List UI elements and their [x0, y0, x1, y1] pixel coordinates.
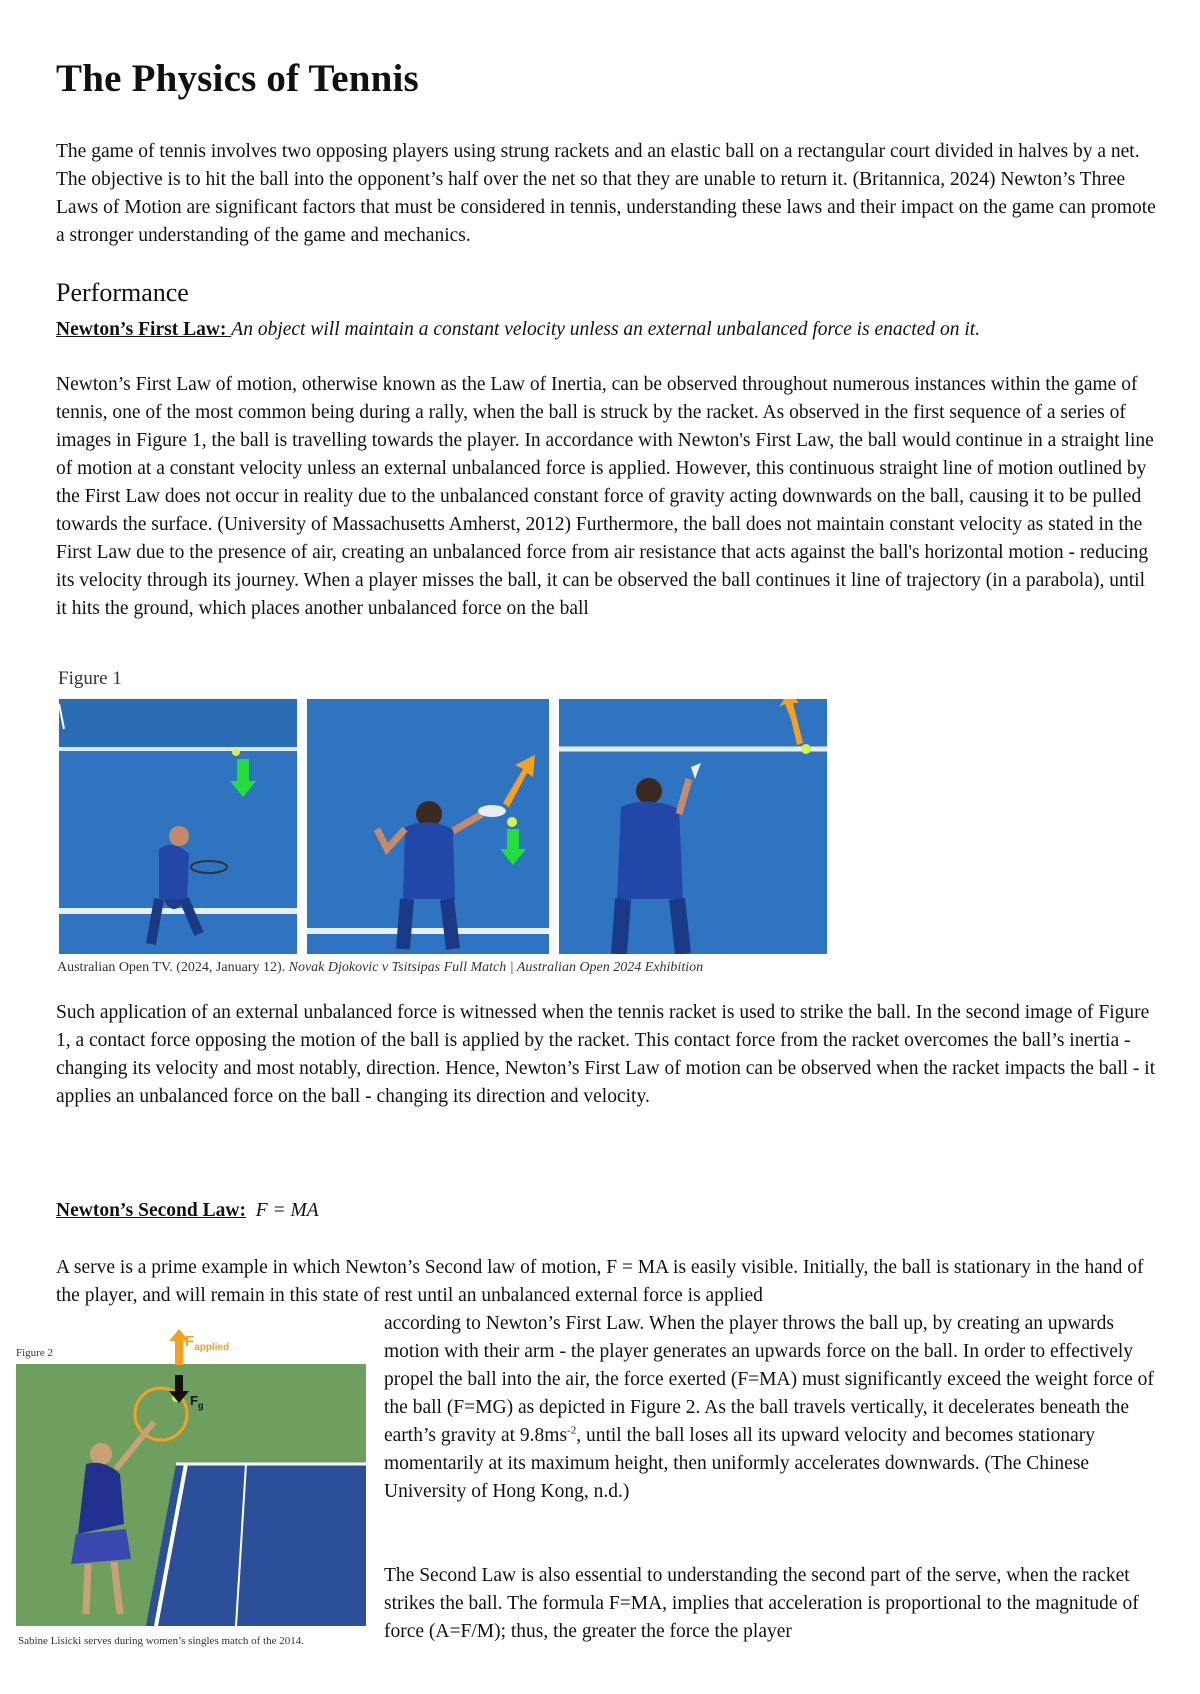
figure2-caption: Sabine Lisicki serves during women’s singles match of the 2014.	[18, 1635, 304, 1647]
figure1-caption-title: Novak Djokovic v Tsitsipas Full Match | Australian Open 2024 Exhibition	[288, 960, 704, 975]
figure1-photo-2	[307, 699, 549, 954]
gravity-force-arrow	[169, 1375, 189, 1403]
gravity-force-subscript: g	[197, 1400, 204, 1411]
second-law-paragraph-1-part-a: according to Newton’s First Law. When the player throws the ball up, by creating an upwards motion with their arm - the player generates an upwards force on the ball. In order to effectively propel the ball into the air, the force exerted (F=MA) must significantly exceed the weight force of the ball (F=MG) as depicted in Figure 2. As the ball travels vertically, it decelerates beneath the earth’s gravity at 9.8ms	[384, 1313, 1154, 1446]
figure1-label: Figure 1	[58, 668, 122, 689]
second-law-paragraph-1-part-b: , until the ball loses all its upward velocity and becomes stationary momentarily at its maximum height, then uniformly accelerates downwards. (The Chinese University of Hong Kong, n.d.)	[384, 1425, 1096, 1502]
figure1-photo-3	[559, 699, 827, 954]
applied-force-symbol: F	[185, 1333, 195, 1350]
second-law-paragraph-1-continued	[384, 1310, 1164, 1506]
first-law-name: Newton’s First Law:	[56, 319, 232, 340]
gravity-force-label	[190, 1393, 203, 1411]
figure1-photo-1	[59, 699, 297, 954]
intro-paragraph: The game of tennis involves two opposing players using strung rackets and an elastic ball on a rectangular court divided in halves by a net. The objective is to hit the ball into the opponent’s half over the net so that they are unable to return it. (Britannica, 2024) Newton’s Three Laws of Motion are significant factors that must be considered in tennis, understanding these laws and their impact on the game can promote a stronger understanding of the game and mechanics.	[56, 141, 1156, 246]
figure2-label: Figure 2	[16, 1347, 53, 1359]
first-law-statement: An object will maintain a constant velocity unless an external unbalanced force is enacted on it.	[231, 319, 981, 340]
exponent-superscript: -2	[567, 1424, 577, 1437]
applied-force-subscript: applied	[194, 1342, 230, 1353]
figure1-caption-plain: Australian Open TV. (2024, January 12).	[57, 960, 289, 975]
second-law-paragraph-1: A serve is a prime example in which Newton’s Second law of motion, F = MA is easily visible. Initially, the ball is stationary in the hand of the player, and will remain in this state of rest until an unbalanced external force is applied	[56, 1257, 1144, 1306]
page-title: The Physics of Tennis	[56, 57, 419, 100]
gravity-force-symbol: F	[190, 1393, 198, 1408]
second-law-paragraph-2: The Second Law is also essential to understanding the second part of the serve, when the racket strikes the ball. The formula F=MA, implies that acceleration is proportional to the magnitude of force (A=F/M); thus, the greater the force the player	[384, 1565, 1139, 1642]
section-heading: Performance	[56, 278, 189, 307]
first-law-heading	[56, 316, 980, 344]
applied-force-label	[185, 1333, 229, 1353]
first-law-paragraph-1: Newton’s First Law of motion, otherwise known as the Law of Inertia, can be observed throughout numerous instances within the game of tennis, one of the most common being during a rally, when the ball is struck by the racket. As observed in the first sequence of a series of images in Figure 1, the ball is travelling towards the player. In accordance with Newton's First Law, the ball would continue in a straight line of motion at a constant velocity unless an external unbalanced force is applied. However, this continuous straight line of motion outlined by the First Law does not occur in reality due to the unbalanced constant force of gravity acting downwards on the ball, causing it to be pulled towards the surface. (University of Massachusetts Amherst, 2012) Furthermore, the ball does not maintain constant velocity as stated in the First Law due to the presence of air, creating an unbalanced force from air resistance that acts against the ball's horizontal motion - reducing its velocity through its journey. When a player misses the ball, it can be observed the ball continues it line of trajectory (in a parabola), until it hits the ground, which places another unbalanced force on the ball	[56, 374, 1154, 619]
second-law-name: Newton’s Second Law:	[56, 1200, 246, 1221]
first-law-paragraph-2: Such application of an external unbalanced force is witnessed when the tennis racket is used to strike the ball. In the second image of Figure 1, a contact force opposing the motion of the ball is applied by the racket. This contact force from the racket overcomes the ball’s inertia - changing its velocity and most notably, direction. Hence, Newton’s First Law of motion can be observed when the racket impacts the ball - it applies an unbalanced force on the ball - changing its direction and velocity.	[56, 1002, 1156, 1107]
second-law-statement: F = MA	[255, 1200, 319, 1221]
figure1-caption	[57, 960, 703, 976]
second-law-heading	[56, 1197, 319, 1225]
